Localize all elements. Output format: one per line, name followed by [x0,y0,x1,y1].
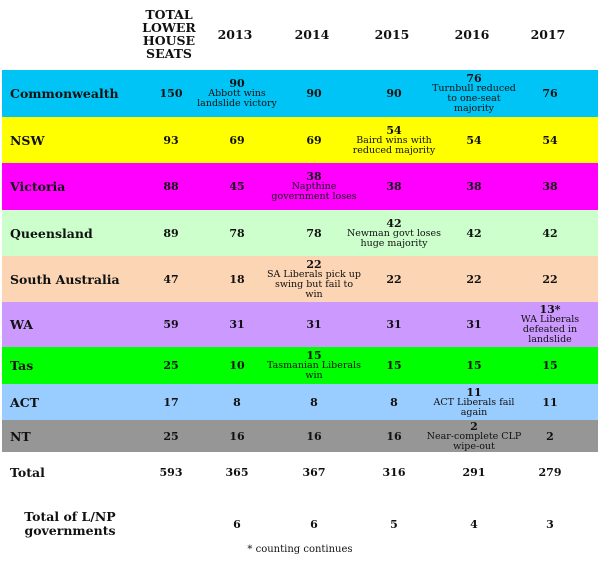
seat-value: 3 [546,517,554,531]
row-name: NT [10,428,31,444]
seat-value: 42 [542,226,558,240]
footnote: * counting continues [247,544,353,555]
seat-value: 31 [306,318,322,331]
seat-value: 291 [462,465,486,479]
seat-value: 279 [538,465,562,479]
seat-note: Newman govt loses huge majority [346,227,441,249]
table-row [2,117,598,163]
seat-cell [502,163,598,210]
seat-value: 11 [466,385,482,399]
seat-note: Tasmanian Liberals win [267,360,361,381]
seat-value: 16 [229,429,245,443]
seat-value: 365 [225,465,249,479]
table-row [2,256,598,302]
table-row [2,163,598,210]
seat-value: 22 [542,272,558,286]
seat-value: 90 [386,87,402,100]
seat-cell [502,384,598,420]
seat-cell [502,302,598,347]
seat-value: 6 [233,517,241,531]
row-total-seats: 25 [163,429,179,443]
seat-note: SA Liberals pick up swing but fail to win [267,268,361,300]
row-name: Total [10,464,45,480]
seat-note: Baird wins with reduced majority [352,134,436,156]
seat-value: 54 [542,133,558,147]
row-total-seats: 93 [163,133,179,147]
seat-note: Abbott wins landslide victory [197,88,277,109]
header-year-2015: 2015 [374,26,410,42]
seat-value: 4 [470,517,478,531]
seat-value: 22 [306,257,322,271]
seat-cell [502,452,598,492]
table-row [2,420,598,452]
seat-value: 90 [306,87,322,100]
seat-value: 90 [229,77,245,90]
seat-value: 76 [466,72,482,85]
table-row [2,70,598,117]
seat-value: 6 [310,517,318,531]
header-total-seats: TOTAL LOWER HOUSE SEATS [142,7,196,61]
seat-value: 13* [539,303,561,316]
row-name: Tas [10,358,34,373]
seat-value: 18 [229,272,245,286]
seat-value: 5 [390,517,398,531]
row-name: Queensland [10,225,93,241]
table-row [2,302,598,347]
row-name: WA [10,317,33,332]
row-total-seats: 17 [163,395,179,409]
seat-value: 8 [390,395,398,409]
seat-value: 2 [470,419,478,433]
row-name: ACT [10,394,39,410]
seat-value: 31 [386,318,402,331]
seat-note: Turnbull reduced to one-seat majority [432,83,516,114]
seat-value: 316 [382,465,406,479]
seat-value: 22 [386,272,402,286]
seat-value: 69 [306,133,322,147]
seat-cell [502,256,598,302]
row-total-seats: 47 [163,272,179,286]
row-total-seats: 150 [159,87,183,100]
seat-value: 69 [229,133,245,147]
seat-cell [502,500,598,548]
seat-value: 38 [542,180,558,193]
seat-value: 31 [229,318,245,331]
seat-value: 42 [386,216,402,230]
seat-value: 78 [306,226,322,240]
seat-cell [502,420,598,452]
seat-value: 10 [229,359,245,372]
seat-value: 2 [546,429,554,443]
seat-value: 8 [233,395,241,409]
seat-value: 38 [306,170,322,183]
seat-value: 38 [386,180,402,193]
seat-note: ACT Liberals fail again [433,396,515,418]
row-total-seats: 593 [159,465,183,479]
seat-value: 54 [386,123,402,137]
row-total-seats: 89 [163,226,179,240]
table-row [2,452,598,492]
seat-value: 38 [466,180,482,193]
row-name: Commonwealth [10,86,119,101]
seat-value: 16 [386,429,402,443]
header-year-2016: 2016 [454,26,490,42]
seat-value: 15 [386,359,402,372]
seat-value: 45 [229,180,245,193]
seat-cell [502,210,598,256]
row-total-seats: 88 [163,180,179,193]
seat-note: Napthine government loses [271,181,357,202]
row-name: South Australia [10,271,120,287]
row-name: Victoria [10,179,66,194]
table-row [2,384,598,420]
seat-cell [502,117,598,163]
seat-cell [502,70,598,117]
header-year-2014: 2014 [294,26,330,42]
seat-value: 54 [466,133,482,147]
seat-value: 367 [302,465,326,479]
seat-value: 78 [229,226,245,240]
table-row [2,347,598,384]
seat-value: 8 [310,395,318,409]
seat-value: 11 [542,395,558,409]
seat-value: 42 [466,226,482,240]
seat-value: 15 [306,349,322,362]
header-year-2013: 2013 [217,26,253,42]
row-total-seats: 25 [163,359,179,372]
seat-value: 16 [306,429,322,443]
seat-note: WA Liberals defeated in landslide [520,314,580,345]
table-row [2,210,598,256]
table-row [2,500,598,548]
seat-cell [502,347,598,384]
header-year-2017: 2017 [530,26,566,42]
seat-value: 15 [542,359,558,372]
seat-value: 31 [466,318,482,331]
seat-value: 15 [466,359,482,372]
seat-note: Near-complete CLP wipe-out [426,430,522,452]
seat-value: 76 [542,87,558,100]
seat-value: 22 [466,272,482,286]
row-name: NSW [10,132,45,148]
row-name: Total of L/NP governments [24,509,116,538]
row-total-seats: 59 [163,318,179,331]
